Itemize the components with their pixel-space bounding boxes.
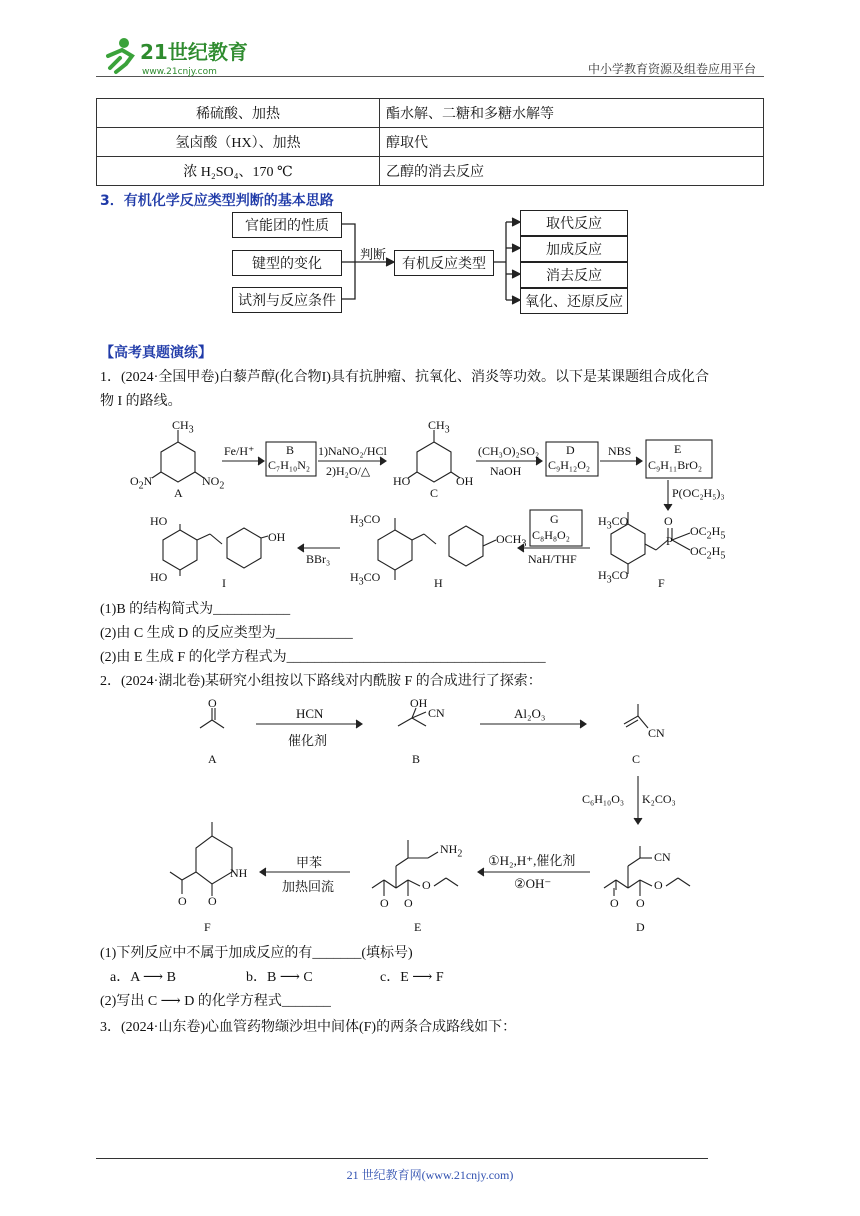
q1-G-formula: C₈H₈O₂ [532, 528, 570, 542]
table-cell-reaction: 醇取代 [380, 128, 764, 157]
q1-cond-HI: BBr₃ [306, 552, 331, 566]
q2-cond-DE-1: ①H₂,H⁺,催化剂 [488, 853, 576, 868]
q2-cond-AB-bot: 催化剂 [288, 733, 328, 748]
flow-output-redox: 氧化、还原反应 [520, 288, 628, 314]
q2-label-C: C [632, 752, 641, 766]
practice-section-tag: 【高考真题演练】 [100, 345, 212, 361]
q2-label-D: D [636, 920, 645, 934]
q2-option-a: a．A ⟶ B [110, 970, 176, 985]
q1-sub3: (2)由 E 生成 F 的化学方程式为_____________________________________ [100, 650, 546, 665]
table-cell-condition: 稀硫酸、加热 [97, 99, 380, 128]
flow-input-bond-change: 键型的变化 [232, 250, 342, 276]
flow-output-addition: 加成反应 [520, 236, 628, 262]
q1-label-I: I [222, 576, 226, 590]
q1-label-A: A [174, 486, 183, 500]
flow-center-reaction-type: 有机反应类型 [394, 250, 494, 276]
q1-stem-line2: 物 I 的路线。 [100, 394, 182, 409]
q1-B-formula: C₇H₁₀N₂ [268, 458, 311, 472]
q1-cond-FH: NaH/THF [528, 552, 577, 566]
q2-label-F: F [204, 920, 211, 934]
flow-output-substitution: 取代反应 [520, 210, 628, 236]
q2-option-b: b．B ⟶ C [246, 970, 313, 985]
q1-cond-CD-2: NaOH [490, 464, 522, 478]
logo-url: www.21cnjy.com [142, 67, 217, 77]
q1-D-name: D [566, 443, 575, 457]
q1-cond-BC-1: 1)NaNO₂/HCl [318, 444, 387, 458]
footer-text: 21 世纪教育网(www.21cnjy.com) [346, 1168, 514, 1182]
table-cell-condition: 氢卤酸（HX）、加热 [97, 128, 380, 157]
q1-G-name: G [550, 512, 559, 526]
q2-sub1: (1)下列反应中不属于加成反应的有_______(填标号) [100, 946, 413, 961]
q1-E-name: E [674, 442, 682, 456]
table-cell-reaction: 乙醇的消去反应 [380, 157, 764, 186]
flow-input-functional-group: 官能团的性质 [232, 212, 342, 238]
q2-cond-DE-2: ②OH⁻ [514, 876, 552, 891]
q1-sub1: (1)B 的结构简式为___________ [100, 602, 291, 617]
header-right-text: 中小学教育资源及组卷应用平台 [587, 62, 756, 76]
table-cell-condition: 浓 H₂SO₄、170 ℃ [97, 157, 380, 186]
q1-cond-BC-2: 2)H₂O/△ [326, 464, 371, 478]
flow-judge-label: 判断 [360, 248, 387, 263]
q2-cond-CD-right: K₂CO₃ [642, 792, 676, 806]
flow-input-reagent-conditions: 试剂与反应条件 [232, 287, 342, 313]
q2-cond-EF-top: 甲苯 [296, 855, 323, 870]
q2-cond-CD-left: C₆H₁₀O₃ [582, 792, 625, 806]
q2-label-A: A [208, 752, 217, 766]
q1-label-H: H [434, 576, 443, 590]
logo-text: 21世纪教育 [140, 40, 248, 64]
q1-B-name: B [286, 443, 295, 457]
footer-divider [96, 1158, 708, 1159]
q1-E-formula: C₉H₁₁BrO₂ [648, 458, 703, 472]
q2-cond-AB-top: HCN [296, 706, 324, 721]
flow-output-elimination: 消去反应 [520, 262, 628, 288]
q1-D-formula: C₉H₁₂O₂ [548, 458, 591, 472]
q1-cond-AB: Fe/H⁺ [224, 444, 255, 458]
q3-stem: 3．(2024·山东卷)心血管药物缬沙坦中间体(F)的两条合成路线如下： [100, 1020, 517, 1035]
q2-sub2: (2)写出 C ⟶ D 的化学方程式_______ [100, 994, 331, 1009]
q2-label-E: E [414, 920, 422, 934]
q1-sub2: (2)由 C 生成 D 的反应类型为___________ [100, 626, 353, 641]
q1-cond-DE: NBS [608, 444, 632, 458]
q2-cond-EF-bot: 加热回流 [282, 879, 335, 894]
q1-label-F: F [658, 576, 665, 590]
q2-label-B: B [412, 752, 421, 766]
table-cell-reaction: 酯水解、二糖和多糖水解等 [380, 99, 764, 128]
q2-cond-BC: Al₂O₃ [514, 706, 546, 721]
q1-stem-line1: 1．(2024·全国甲卷)白藜芦醇(化合物I)具有抗肿瘤、抗氧化、消炎等功效。以下是某课题组合成化合 [100, 370, 709, 385]
q2-option-c: c．E ⟶ F [380, 970, 444, 985]
q1-label-C: C [430, 486, 439, 500]
q1-cond-CD-1: (CH₃O)₂SO₂ [478, 444, 540, 458]
section-3-title: 3．有机化学反应类型判断的基本思路 [100, 193, 334, 209]
q2-stem: 2．(2024·湖北卷)某研究小组按以下路线对内酰胺 F 的合成进行了探索： [100, 674, 542, 689]
q1-cond-EF: P(OC₂H₅)₃ [672, 486, 725, 500]
